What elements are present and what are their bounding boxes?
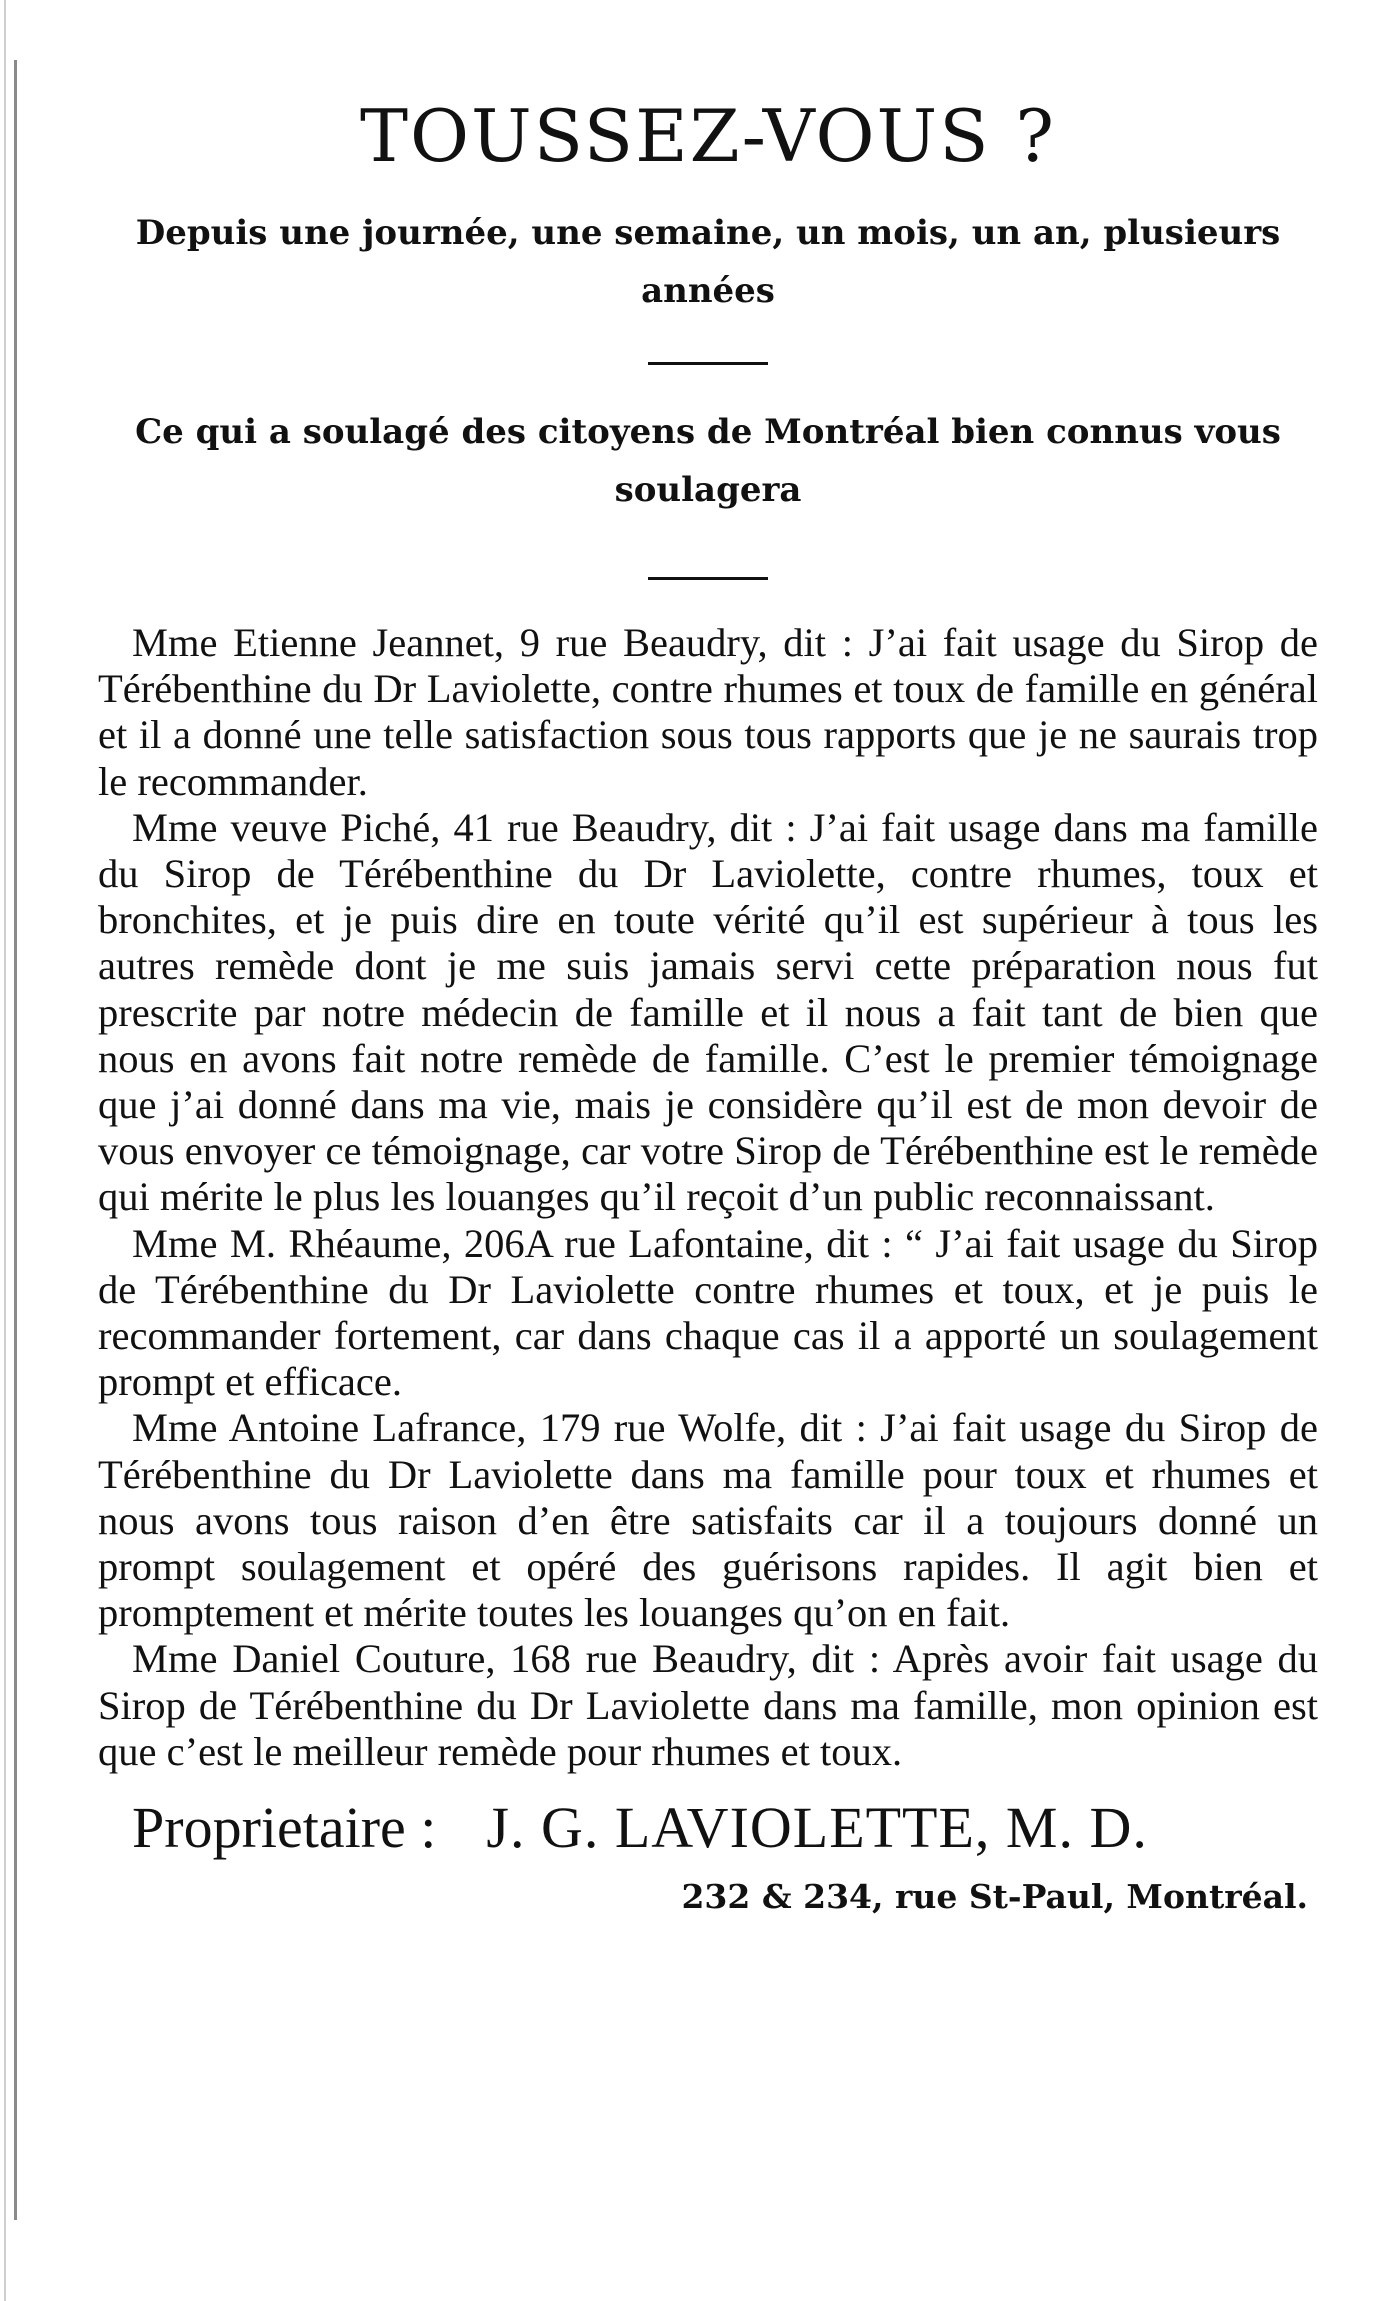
proprietor-address: 232 & 234, rue St-Paul, Montréal. <box>681 1876 1308 1916</box>
proprietor-signature <box>98 1793 1318 1863</box>
proprietor-label: Proprietaire : <box>132 1795 437 1861</box>
page-edge-shadow <box>4 0 6 2301</box>
headline: TOUSSEZ-VOUS ? <box>359 94 1057 178</box>
testimonial-paragraph: Mme M. Rhéaume, 206A rue Lafontaine, dit : “ J’ai fait usage du Sirop de Térébenthine du Dr Laviolette contre rhumes et toux, et je puis le recommander fortement, car dans chaque cas il a apporté un soulagement prompt et efficace. <box>98 1220 1318 1405</box>
divider-rule <box>648 577 768 580</box>
subheadline-duration: Depuis une journée, une semaine, un mois, un an, plusieurs années <box>135 213 1281 311</box>
testimonial-paragraph: Mme veuve Piché, 41 rue Beaudry, dit : J’ai fait usage dans ma famille du Sirop de Térébenthine du Dr Laviolette, contre rhumes, toux et bronchites, et je puis dire en toute vérité qu’il est supérieur à tous les autres remède dont je me suis jamais servi cette préparation nous fut prescrite par notre médecin de famille et il nous a fait tant de bien que nous en avons fait notre remède de famille. C’est le premier témoignage que j’ai donné dans ma vie, mais je considère qu’il est de mon devoir de vous envoyer ce témoignage, car votre Sirop de Térébenthine est le remède qui mérite le plus les louanges qu’il reçoit d’un public reconnaissant. <box>98 804 1318 1220</box>
testimonial-paragraph: Mme Daniel Couture, 168 rue Beaudry, dit : Après avoir fait usage du Sirop de Térébenthine du Dr Laviolette dans ma famille, mon opinion est que c’est le meilleur remède pour rhumes et toux. <box>98 1636 1318 1774</box>
testimonial-paragraph: Mme Etienne Jeannet, 9 rue Beaudry, dit : J’ai fait usage du Sirop de Térébenthine du Dr Laviolette, contre rhumes et toux de famille en général et il a donné une telle satisfaction sous tous rapports que je ne saurais trop le recommander. <box>98 620 1318 804</box>
binding-edge-line <box>14 60 17 2220</box>
advertisement-page <box>98 94 1318 1916</box>
divider-rule <box>648 362 768 365</box>
subheadline-montreal: Ce qui a soulagé des citoyens de Montréal bien connus vous soulagera <box>135 412 1281 510</box>
testimonial-paragraph: Mme Antoine Lafrance, 179 rue Wolfe, dit : J’ai fait usage du Sirop de Térébenthine du Dr Laviolette dans ma famille pour toux et rhumes et nous avons tous raison d’en être satisfaits car il a toujours donné un prompt soulagement et opéré des guérisons rapides. Il agit bien et promptement et mérite toutes les louanges qu’on en fait. <box>98 1405 1318 1636</box>
proprietor-name: J. G. LAVIOLETTE, M. D. <box>486 1795 1148 1861</box>
testimonials-body <box>98 620 1318 1775</box>
